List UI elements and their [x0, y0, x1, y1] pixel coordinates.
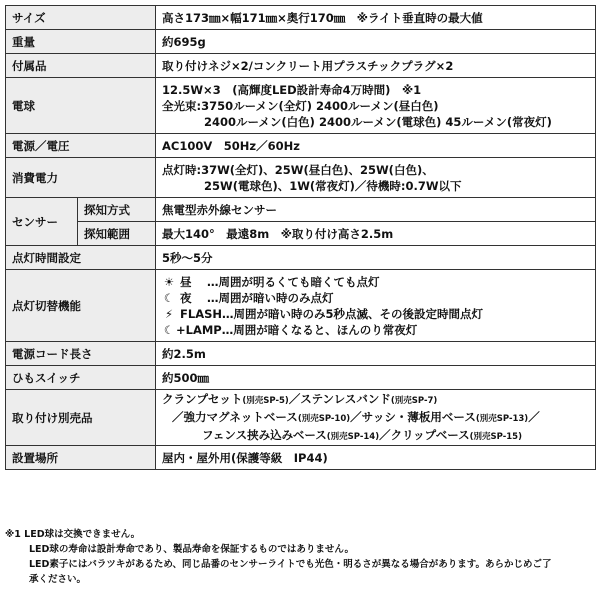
label-weight: 重量: [6, 30, 156, 54]
value-string: 約500㎜: [156, 366, 596, 390]
mode-lamp: [162, 322, 589, 338]
mode-night-text: 夜 …周囲が暗い時のみ点灯: [180, 290, 334, 305]
option-sash-code: (別売SP-13): [475, 413, 529, 424]
bulb-line-1: 12.5W×3 (高輝度LED設計寿命4万時間) ※1: [162, 82, 422, 97]
label-size: サイズ: [6, 6, 156, 30]
footnotes: [5, 527, 595, 587]
row-consumption: [6, 158, 596, 198]
value-sensor-range: 最大140° 最遠8m ※取り付け高さ2.5m: [156, 222, 596, 246]
label-string: ひもスイッチ: [6, 366, 156, 390]
spec-table: [5, 5, 596, 470]
mode-night: [162, 290, 589, 306]
note-1: ※1 LED球は交換できません。: [5, 529, 141, 540]
value-duration: 5秒～5分: [156, 246, 596, 270]
label-duration: 点灯時間設定: [6, 246, 156, 270]
bulb-line-3: 2400ルーメン(白色) 2400ルーメン(電球色) 45ルーメン(常夜灯): [204, 114, 552, 129]
value-bulb: [156, 78, 596, 134]
row-location: [6, 446, 596, 470]
label-modes: 点灯切替機能: [6, 270, 156, 342]
option-band: ／ステンレスバンド: [288, 391, 391, 406]
value-sensor-method: 焦電型赤外線センサー: [156, 198, 596, 222]
row-size: [6, 6, 596, 30]
label-location: 設置場所: [6, 446, 156, 470]
label-sensor-method: 探知方式: [78, 198, 156, 222]
value-size: 高さ173㎜×幅171㎜×奥行170㎜ ※ライト垂直時の最大値: [156, 6, 596, 30]
label-options: 取り付け別売品: [6, 390, 156, 446]
row-sensor-method: [6, 198, 596, 222]
option-magnet-code: (別売SP-10): [297, 413, 351, 424]
value-weight: 約695g: [156, 30, 596, 54]
label-sensor: センサー: [6, 198, 78, 246]
label-accessories: 付属品: [6, 54, 156, 78]
option-clamp: クランプセット: [162, 391, 243, 406]
mode-flash-text: FLASH…周囲が暗い時のみ5秒点滅、その後設定時間点灯: [180, 306, 484, 321]
mode-day-text: 昼 …周囲が明るくても暗くても点灯: [180, 274, 380, 289]
bulb-line-2: 全光束:3750ルーメン(全灯) 2400ルーメン(昼白色): [162, 98, 439, 113]
option-clip-code: (別売SP-15): [469, 431, 522, 442]
value-options: [156, 390, 596, 446]
moon-star-icon: ☾: [163, 322, 175, 337]
note-3: LED素子にはバラツキがあるため、同じ品番のセンサーライトでも光色・明るさが異なる場合があります。あらかじめご了: [29, 559, 552, 570]
label-consumption: 消費電力: [6, 158, 156, 198]
value-power: AC100V 50Hz／60Hz: [156, 134, 596, 158]
row-weight: [6, 30, 596, 54]
value-cord: 約2.5m: [156, 342, 596, 366]
row-sensor-range: [6, 222, 596, 246]
label-power: 電源／電圧: [6, 134, 156, 158]
row-duration: [6, 246, 596, 270]
consumption-line-2: 25W(電球色)、1W(常夜灯)／待機時:0.7W以下: [204, 178, 462, 193]
row-string: [6, 366, 596, 390]
sun-icon: ☀: [163, 274, 175, 289]
consumption-line-1: 点灯時:37W(全灯)、25W(昼白色)、25W(白色)、: [162, 162, 434, 177]
options-line-1: [162, 391, 589, 409]
row-power: [6, 134, 596, 158]
mode-day: [162, 274, 589, 290]
value-modes: [156, 270, 596, 342]
label-sensor-range: 探知範囲: [78, 222, 156, 246]
row-modes: [6, 270, 596, 342]
mode-flash: [162, 306, 589, 322]
value-accessories: 取り付けネジ×2/コンクリート用プラスチックプラグ×2: [156, 54, 596, 78]
option-fence-code: (別売SP-14): [326, 431, 380, 442]
note-2: LED球の寿命は設計寿命であり、製品寿命を保証するものではありません。: [29, 544, 354, 555]
value-consumption: [156, 158, 596, 198]
mode-lamp-text: +LAMP…周囲が暗くなると、ほんのり常夜灯: [176, 322, 418, 337]
option-sash: ／サッシ・薄板用ベース: [350, 409, 476, 424]
row-options: [6, 390, 596, 446]
option-separator: ／: [528, 409, 540, 424]
flash-icon: ⚡: [164, 306, 174, 321]
label-cord: 電源コード長さ: [6, 342, 156, 366]
options-line-2: [162, 409, 589, 427]
value-location: 屋内・屋外用(保護等級 IP44): [156, 446, 596, 470]
note-4: 承ください。: [29, 574, 87, 585]
label-bulb: 電球: [6, 78, 156, 134]
option-clip: ／クリップベース: [379, 427, 470, 442]
option-fence: フェンス挟み込みベース: [202, 427, 327, 442]
option-magnet: ／強力マグネットベース: [172, 409, 298, 424]
row-cord: [6, 342, 596, 366]
option-band-code: (別売SP-7): [390, 395, 438, 406]
row-accessories: [6, 54, 596, 78]
option-clamp-code: (別売SP-5): [242, 395, 289, 406]
moon-icon: ☾: [163, 290, 175, 305]
options-line-3: [162, 427, 589, 445]
row-bulb: [6, 78, 596, 134]
